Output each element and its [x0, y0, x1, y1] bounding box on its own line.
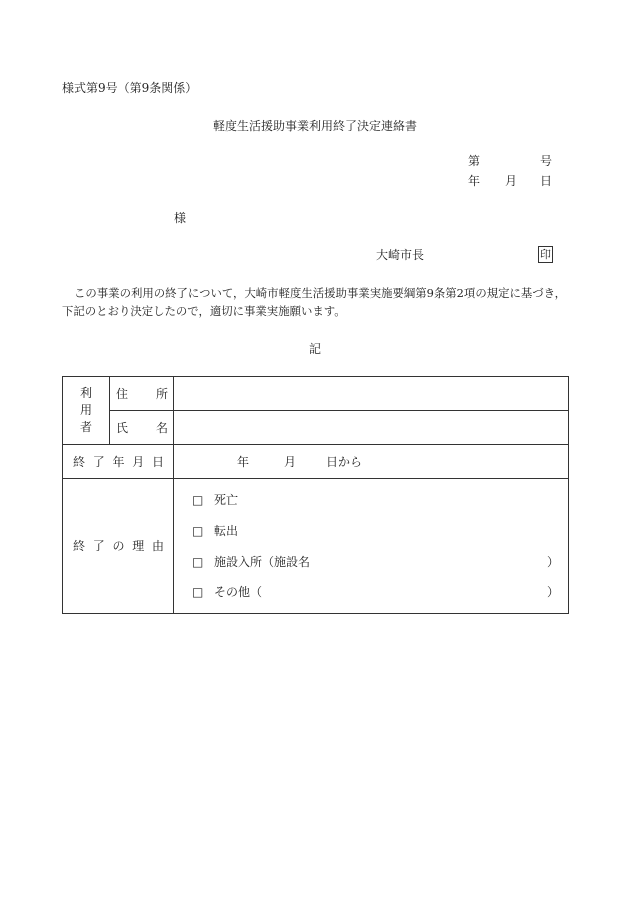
- body-line-2: 下記のとおり決定したので，適切に事業実施願います。: [62, 304, 346, 318]
- end-date-year-label: 年: [237, 455, 250, 469]
- address-label-cell: [110, 377, 174, 411]
- addressee-honorific: 様: [174, 211, 187, 225]
- body-line-1: この事業の利用の終了について，大崎市軽度生活援助事業実施要綱第9条第2項の規定に基づき，: [74, 286, 566, 300]
- date-month-label: 月: [505, 174, 518, 188]
- checkbox: □: [192, 555, 204, 569]
- reason-option-death: [174, 493, 568, 507]
- reason-option-move-out: [174, 524, 568, 538]
- table-row-reason: [63, 479, 569, 614]
- checkbox: □: [192, 585, 204, 599]
- reason-options-cell: [174, 479, 569, 614]
- address-label: 住所: [116, 386, 168, 401]
- user-header-cell: [63, 377, 110, 445]
- address-value-cell: [174, 377, 569, 411]
- section-mark: 記: [308, 342, 321, 356]
- reason-option-facility: [174, 555, 568, 569]
- reason-option-other: [174, 585, 568, 599]
- document-title: 軽度生活援助事業利用終了決定連絡書: [212, 119, 417, 133]
- end-date-label-cell: [63, 445, 174, 479]
- form-number: 様式第9号（第9条関係）: [62, 81, 198, 95]
- closing-parenthesis: ）: [547, 585, 560, 599]
- table-row-address: [63, 377, 569, 411]
- reason-option-label: 死亡: [214, 493, 239, 507]
- date-day-label: 日: [540, 174, 553, 188]
- issuer-name: 大崎市長: [376, 248, 425, 262]
- table-row-name: [63, 411, 569, 445]
- reason-option-label: その他（: [214, 585, 263, 599]
- reason-label-cell: [63, 479, 174, 614]
- number-suffix: 号: [540, 154, 553, 168]
- end-date-month-label: 月: [284, 455, 297, 469]
- end-date-label: 終了年月日: [73, 454, 164, 469]
- checkbox: □: [192, 524, 204, 538]
- number-prefix: 第: [468, 154, 481, 168]
- reason-label: 終了の理由: [73, 539, 164, 553]
- reason-option-label: 転出: [214, 524, 239, 538]
- table-row-end-date: [63, 445, 569, 479]
- end-date-value-cell: [174, 445, 569, 479]
- checkbox: □: [192, 493, 204, 507]
- name-label: 氏名: [116, 420, 168, 435]
- seal-mark: 印: [540, 248, 551, 261]
- end-date-day-from-label: 日から: [326, 455, 363, 469]
- date-year-label: 年: [468, 174, 481, 188]
- form-table: [62, 376, 569, 614]
- user-header: 利用者: [79, 386, 92, 434]
- closing-parenthesis: ）: [547, 555, 560, 569]
- name-value-cell: [174, 411, 569, 445]
- name-label-cell: [110, 411, 174, 445]
- reason-option-label: 施設入所（施設名: [214, 555, 311, 569]
